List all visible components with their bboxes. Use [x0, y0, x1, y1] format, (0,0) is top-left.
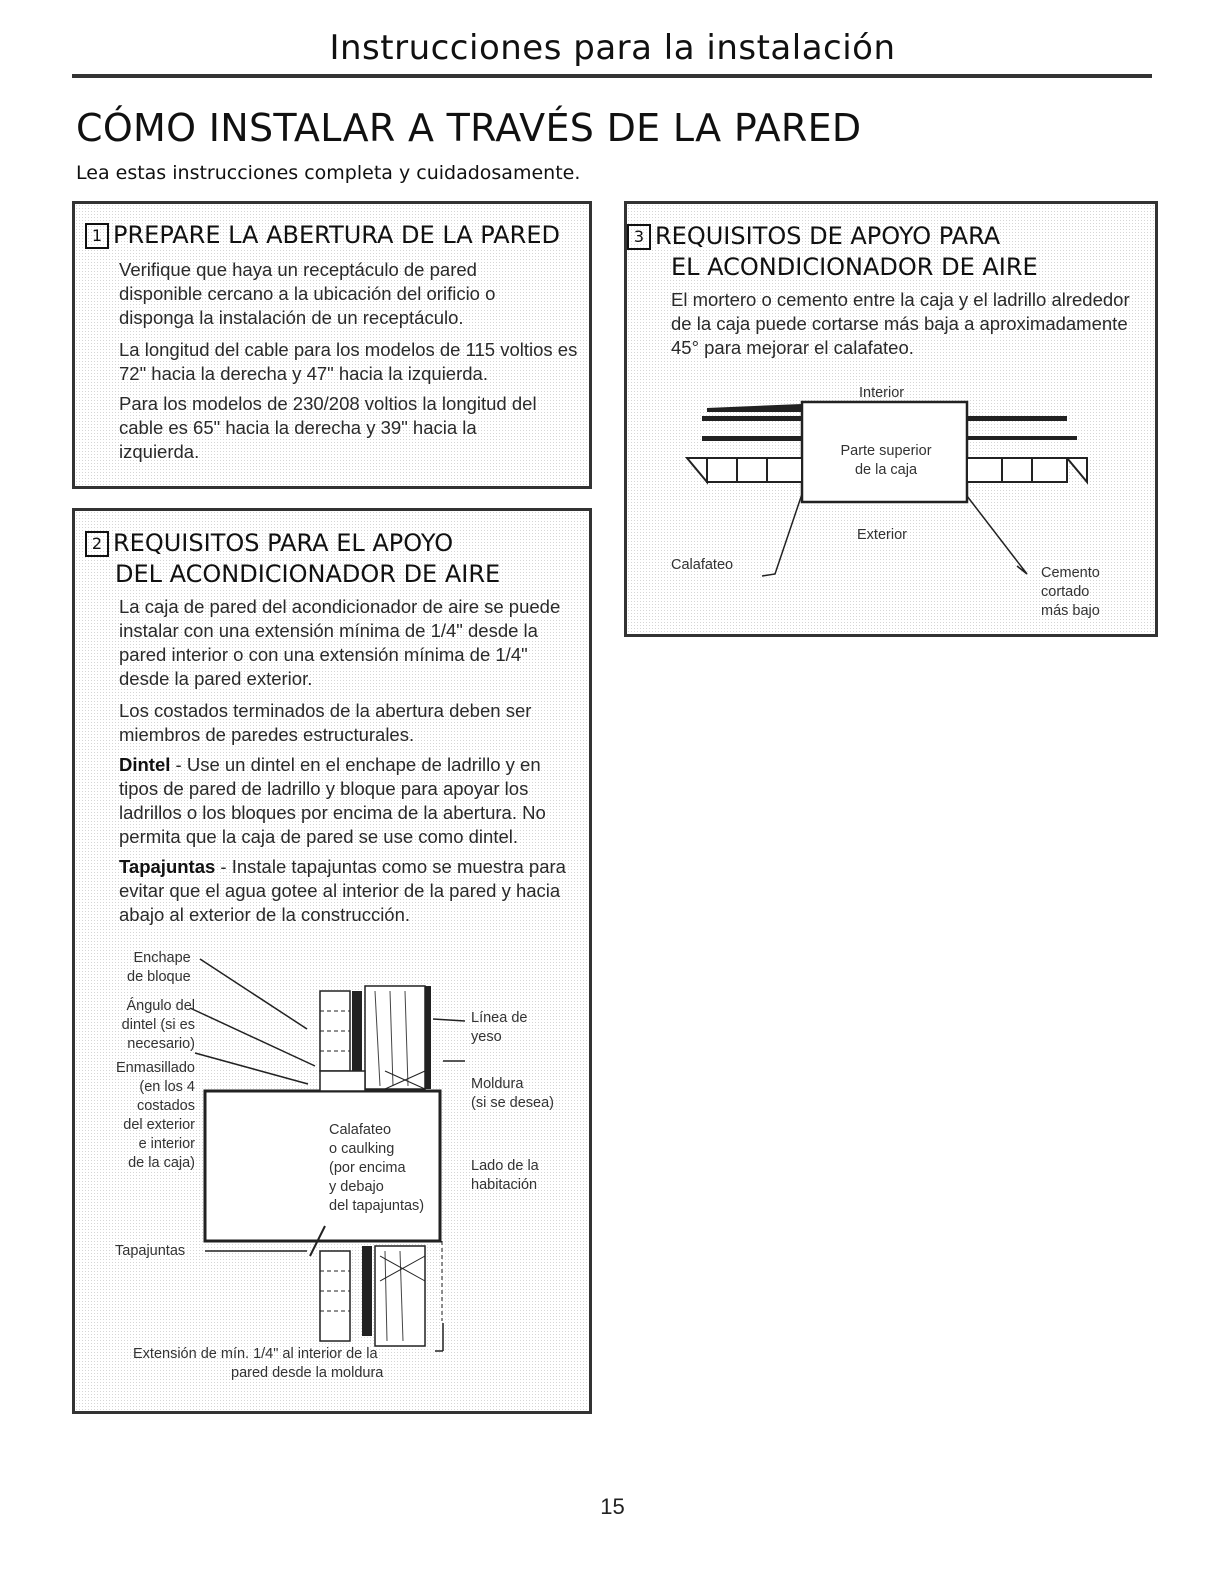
label-extension: Extensión de mín. 1/4" al interior de la pared desde la moldura [133, 1346, 384, 1381]
step1-title [85, 220, 560, 250]
step3-title-line2: EL ACONDICIONADOR DE AIRE [671, 253, 1038, 281]
step2-title-line1: REQUISITOS PARA EL APOYO [113, 529, 454, 557]
step3-card [624, 201, 1158, 637]
label-calafateo: Calafateo o caulking (por encima y debajo del tapajuntas) [329, 1122, 425, 1214]
subtitle: Lea estas instrucciones completa y cuidadosamente. [76, 162, 581, 184]
step1-paragraph-2: La longitud del cable para los modelos de 115 voltios es 72" hacia la derecha y 47" hacia la izquierda. [119, 339, 578, 384]
step1-number: 1 [85, 223, 109, 249]
step2-title [85, 528, 453, 558]
label-parte-superior: Parte superior de la caja [840, 443, 932, 478]
dintel-label: Dintel [119, 754, 171, 775]
tapajuntas-label: Tapajuntas [119, 856, 216, 877]
step2-card [72, 508, 592, 1414]
step3-paragraph: El mortero o cemento entre la caja y el ladrillo alrededor de la caja puede cortarse más baja a aproximadamente 45° para mejorar el calafateo. [671, 289, 1130, 358]
step1-title-text: PREPARE LA ABERTURA DE LA PARED [113, 221, 560, 249]
step2-paragraph-2: Los costados terminados de la abertura deben ser miembros de paredes estructurales. [119, 700, 532, 745]
step2-title-line2: DEL ACONDICIONADOR DE AIRE [115, 560, 501, 588]
label-tapajuntas: Tapajuntas [115, 1243, 186, 1259]
tapajuntas-text: - Instale tapajuntas como se muestra para evitar que el agua gotee al interior de la pared y hacia abajo al exterior de la construcción. [119, 856, 566, 925]
label-moldura: Moldura (si se desea) [471, 1076, 555, 1111]
step2-tapajuntas-paragraph [119, 855, 579, 927]
label-calafateo-3: Calafateo [671, 557, 734, 573]
step2-paragraph-1: La caja de pared del acondicionador de aire se puede instalar con una extensión mínima de 1/4" desde la pared interior o con una extensión mínima de 1/4" desde la pared exterior. [119, 596, 561, 689]
step1-paragraph-3: Para los modelos de 230/208 voltios la longitud del cable es 65" hacia la derecha y 39" hacia la izquierda. [119, 393, 537, 462]
label-exterior: Exterior [857, 527, 907, 543]
page-number: 15 [600, 1494, 625, 1519]
label-interior: Interior [859, 385, 905, 401]
step3-number: 3 [627, 224, 651, 250]
label-lado: Lado de la habitación [471, 1158, 539, 1193]
step1-card [72, 201, 592, 489]
section-title: CÓMO INSTALAR A TRAVÉS DE LA PARED [76, 106, 862, 150]
step3-title [627, 221, 1000, 251]
dintel-text: - Use un dintel en el enchape de ladrillo y en tipos de pared de ladrillo y bloque para apoyar los ladrillos o los bloques por encima de la abertura. No permita que la caja de pared se use como dintel. [119, 754, 546, 847]
step3-title-line1: REQUISITOS DE APOYO PARA [655, 222, 1001, 250]
label-angulo: Ángulo del dintel (si es necesario) [121, 998, 195, 1052]
step2-dintel-paragraph [119, 753, 581, 849]
header-divider [72, 74, 1152, 78]
label-enmasillado: Enmasillado (en los 4 costados del exterior e interior de la caja) [116, 1060, 195, 1171]
step2-number: 2 [85, 531, 109, 557]
step1-paragraph-1: Verifique que haya un receptáculo de pared disponible cercano a la ubicación del orificio o disponga la instalación de un receptáculo. [119, 259, 496, 328]
label-enchape: Enchape de bloque [127, 950, 191, 985]
label-linea-de-yeso: Línea de yeso [471, 1010, 528, 1045]
page-header-title: Instrucciones para la instalación [329, 28, 896, 68]
label-cemento: Cemento cortado más bajo [1041, 565, 1100, 619]
